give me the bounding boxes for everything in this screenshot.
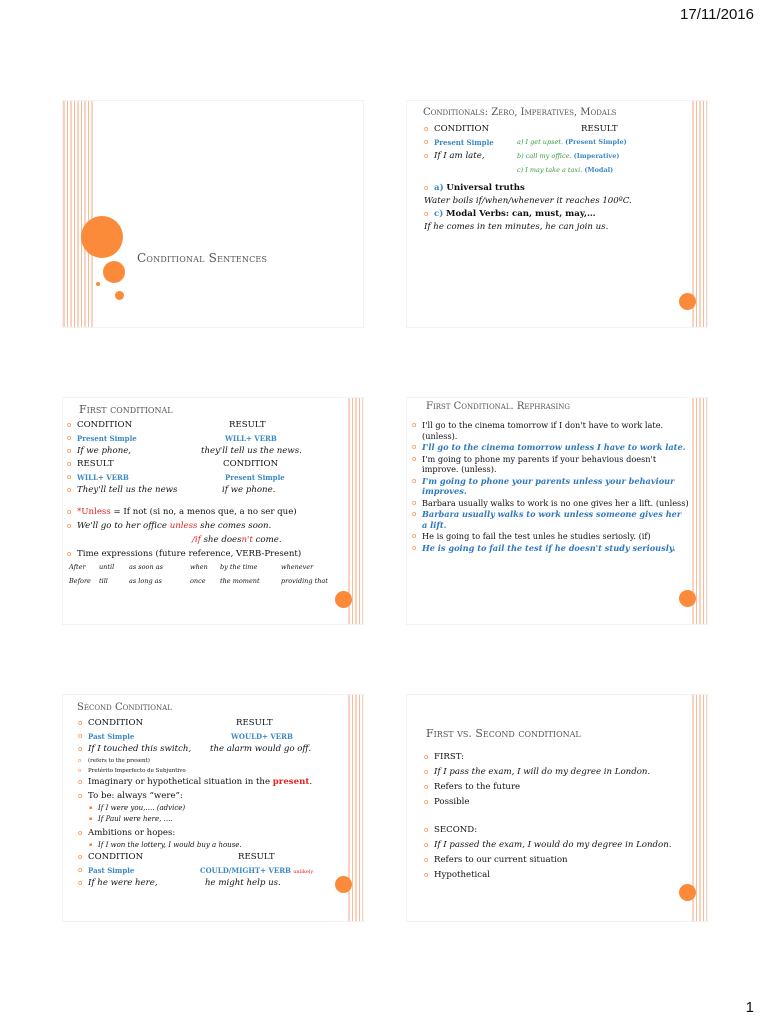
unlikely-note: unlikely — [293, 869, 314, 875]
lottery: If I won the lottery, I would buy a house. — [98, 841, 242, 849]
slide-second-conditional: Second Conditional o CONDITION RESULT o Past Simple WOULD+ VERB o If I touched this switch, the alarm would go off. o (refers to the present) o Pretérito Imperfecto de Subjuntivo o Imaginary or hypothetical situation in the present. o To be: always “were”: ▪ If I were you,…. (advice) ▪ If Paul were here, …. o Ambitions or hopes: ▪ If I won the lottery, I would buy a house. o CONDITION RESULT o Past Simple COULD/MIGHT+ VERB unlikely o If he were here, he might help us. — [63, 695, 363, 921]
present-word: present — [272, 777, 310, 787]
corner-circle — [679, 293, 696, 310]
example-part1: We'll go to her office — [77, 521, 170, 531]
time-word: After — [69, 563, 86, 571]
time-word: until — [99, 563, 115, 571]
time-word: as long as — [129, 577, 162, 585]
decorative-stripe — [63, 101, 93, 327]
second-example: If I passed the exam, I would do my degree in London. — [434, 840, 672, 850]
time-word: when — [190, 563, 208, 571]
medium-circle — [103, 261, 125, 283]
alt-slash: / — [192, 535, 195, 545]
imaginary: Imaginary or hypothetical situation in the — [88, 777, 273, 787]
result-b: b) call my office. — [517, 152, 572, 160]
present-simple-label: Present Simple — [77, 434, 137, 443]
past-simple-label-2: Past Simple — [88, 866, 135, 875]
first-refers: Refers to the future — [434, 782, 521, 792]
result-label-2: RESULT — [238, 852, 275, 862]
condition-label: CONDITION — [88, 718, 144, 728]
result-label: RESULT — [229, 420, 266, 430]
preterito: Pretérito Imperfecto de Subjuntivo — [88, 768, 186, 774]
to-be-were: To be: always “were”: — [88, 791, 183, 801]
a-letter: a) — [434, 183, 444, 193]
slide-heading: Conditionals: Zero, Imperatives, Modals — [423, 107, 617, 118]
time-word: as soon as — [129, 563, 163, 571]
time-word: providing that — [281, 577, 328, 585]
would-verb-label: WOULD+ VERB — [231, 732, 293, 741]
a-example: Water boils if/when/whenever it reaches 100ºC. — [424, 196, 632, 206]
time-word: once — [190, 577, 206, 585]
will-verb-label-2: WILL+ VERB — [77, 473, 129, 482]
slide-first-conditional-rephrasing: First Conditional. Rephrasing o I'll go to the cinema tomorrow if I don't have to work late. (unless). o I'll go to the cinema tomorrow unless I have to work late. o I'm going to phone my parents if your behavious doesn't improve. (unless). o I'm going to phone your parents unless your behaviour improves. o Barbara usually walks to work is no one gives her a lift. (unless) o Barbara usually walks to work unless someone gives her a lift. o He is going to fail the test unles he studies seriosly. (if) o He is going to fail the test if he doesn't study seriously. — [407, 398, 707, 624]
could-verb-label: COULD/MIGHT+ VERB — [200, 866, 291, 875]
slide-heading: Second Conditional — [77, 702, 172, 713]
alt-if: if — [194, 535, 201, 545]
condition-label-2: CONDITION — [223, 459, 279, 469]
example-part2: she comes soon. — [197, 521, 272, 531]
exercise-answer: I'm going to phone your parents unless your behaviour improves. — [422, 475, 675, 496]
alt-end: come. — [252, 535, 282, 545]
decorative-stripe — [692, 398, 707, 624]
result-label: RESULT — [581, 124, 618, 134]
time-word: till — [99, 577, 108, 585]
were-you: If I were you,…. (advice) — [98, 804, 186, 812]
result-a-tag: (Present Simple) — [565, 138, 627, 146]
slide-first-vs-second: First vs. Second conditional o FIRST: o If I pass the exam, I will do my degree in London. o Refers to the future o Possible o SECOND: o If I passed the exam, I would do my degree in London. o Refers to our current situation o Hypothetical — [407, 695, 707, 921]
result-c: c) I may take a taxi. — [517, 166, 583, 174]
second-hypothetical: Hypothetical — [434, 870, 490, 880]
time-word: whenever — [281, 563, 314, 571]
slide-title-text: Conditional Sentences — [137, 251, 268, 265]
result-label: RESULT — [236, 718, 273, 728]
second-refers: Refers to our current situation — [434, 855, 568, 865]
theyll-tell-2: They'll tell us the news — [77, 485, 178, 495]
c-example: If he comes in ten minutes, he can join us. — [424, 222, 609, 232]
if-late-line: If I am late, — [434, 151, 485, 161]
ambitions: Ambitions or hopes: — [88, 828, 176, 838]
exercise-answer: Barbara usually walks to work unless someone gives her a lift. — [422, 509, 682, 530]
result-label-2: RESULT — [77, 459, 114, 469]
if-touched: If I touched this switch, — [88, 744, 192, 754]
second-label: SECOND: — [434, 825, 478, 835]
present-simple-label: Present Simple — [434, 138, 494, 147]
theyll-tell: they'll tell us the news. — [201, 446, 302, 456]
tiny-circle — [96, 282, 100, 286]
unless-word: *Unless — [77, 507, 111, 517]
exercise-item: Barbara usually walks to work is no one gives her a lift. (unless) — [422, 497, 689, 508]
result-a: a) I get upset. — [517, 138, 564, 146]
large-circle — [81, 216, 123, 258]
first-label: FIRST: — [434, 752, 465, 762]
time-word: Before — [69, 577, 91, 585]
past-simple-label: Past Simple — [88, 732, 135, 741]
small-circle — [115, 291, 124, 300]
present-simple-label-2: Present Simple — [225, 473, 285, 482]
alt-part: she does — [200, 535, 242, 545]
decorative-stripe — [348, 398, 363, 624]
if-we-phone: If we phone, — [77, 446, 132, 456]
time-expressions: Time expressions (future reference, VERB-Present) — [77, 549, 302, 559]
slide-heading: First Conditional. Rephrasing — [426, 401, 570, 412]
exercise-item: I'm going to phone my parents if your behavious doesn't improve. (unless). — [422, 453, 657, 474]
first-possible: Possible — [434, 797, 470, 807]
print-date: 17/11/2016 — [680, 6, 754, 23]
decorative-stripe — [692, 101, 707, 327]
result-c-tag: (Modal) — [584, 166, 614, 174]
c-heading: Modal Verbs: can, must, may,… — [446, 209, 596, 219]
corner-circle — [679, 884, 696, 901]
if-he-here: If he were here, — [88, 878, 158, 888]
if-we-phone-2: if we phone. — [222, 485, 276, 495]
a-heading: Universal truths — [446, 183, 525, 193]
result-b-tag: (Imperative) — [573, 152, 620, 160]
slide-title — [63, 101, 363, 327]
condition-label-2: CONDITION — [88, 852, 144, 862]
slide-heading: First conditional — [79, 403, 173, 416]
slide-heading: First vs. Second conditional — [426, 727, 581, 740]
c-letter: c) — [434, 209, 444, 219]
condition-label: CONDITION — [77, 420, 133, 430]
exercise-answer: I'll go to the cinema tomorrow unless I have to work late. — [422, 442, 686, 452]
time-word: by the time — [220, 563, 258, 571]
example-unless: unless — [169, 521, 198, 531]
exercise-item: He is going to fail the test unles he studies seriosly. (if) — [422, 531, 651, 541]
slide-zero-conditionals: Conditionals: Zero, Imperatives, Modals o CONDITION RESULT o Present Simple a) I get upset. (Present Simple) o If I am late, b) call my office. (Imperative) c) I may take a taxi. (Modal) o a) Universal truths Water boils if/when/whenever it reaches 100ºC. o c) Modal Verbs: can, must, may,… If he comes in ten minutes, he can join us. — [407, 101, 707, 327]
slide-first-conditional: First conditional o CONDITION RESULT o Present Simple WILL+ VERB o If we phone, they'll tell us the news. o RESULT CONDITION o WILL+ VERB Present Simple o They'll tell us the news if we phone. o *Unless = If not (si no, a menos que, a no ser que) o We'll go to her office unless she comes soon. /if she doesn't come. o Time expressions (future reference, VERB-Present) After until as soon as when by the time whenever Before till as long as once the moment providing that — [63, 398, 363, 624]
refers-present: (refers to the present) — [88, 758, 150, 764]
corner-circle — [335, 591, 352, 608]
time-word: the moment — [220, 577, 260, 585]
might-help: he might help us. — [205, 878, 281, 888]
paul-here: If Paul were here, …. — [98, 815, 173, 823]
condition-label: CONDITION — [434, 124, 490, 134]
unless-definition: = If not (si no, a menos que, a no ser que) — [110, 507, 297, 517]
corner-circle — [679, 590, 696, 607]
alarm-line: the alarm would go off. — [210, 744, 312, 754]
corner-circle — [335, 876, 352, 893]
will-verb-label: WILL+ VERB — [225, 434, 277, 443]
first-example: If I pass the exam, I will do my degree in London. — [434, 767, 651, 777]
exercise-answer: He is going to fail the test if he doesn't study seriously. — [422, 542, 676, 553]
page-number: 1 — [745, 999, 754, 1016]
alt-nt: n't — [241, 535, 253, 545]
exercise-item: I'll go to the cinema tomorrow if I don't have to work late. (unless). — [422, 420, 664, 441]
